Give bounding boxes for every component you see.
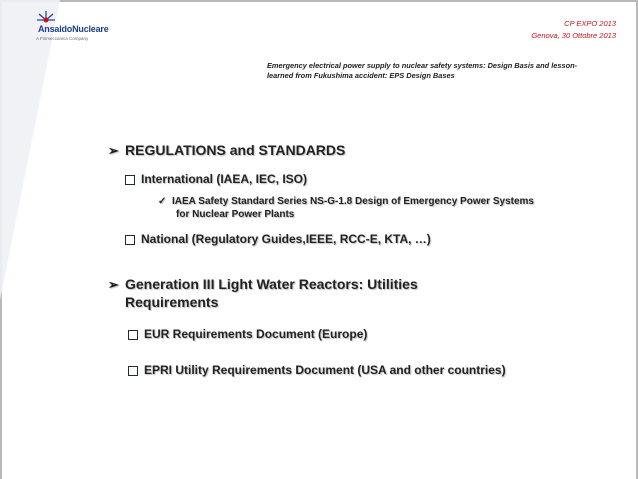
item-epri [128,363,506,377]
item-national-text: National (Regulatory Guides,IEEE, RCC-E, KTA, …) [141,232,431,246]
event-title: CP EXPO 2013 [564,19,616,28]
event-date: Genova, 30 Ottobre 2013 [531,31,616,40]
section-generation-title-2: Requirements [125,294,219,310]
section-generation-title-1: Generation III Light Water Reactors: Utilities [125,276,418,292]
square-bullet-icon [125,175,135,185]
item-iaea-line1: IAEA Safety Standard Series NS-G-1.8 Design of Emergency Power Systems [172,196,534,207]
square-bullet-icon [128,366,138,376]
item-iaea [158,196,534,207]
slide-border-top [0,0,638,2]
arrow-bullet-icon: ➢ [108,143,119,158]
arrow-bullet-icon: ➢ [108,277,119,292]
item-national [125,232,431,246]
square-bullet-icon [125,235,135,245]
slide-subtitle [267,61,607,81]
item-eur [128,327,367,341]
subtitle-line-1: Emergency electrical power supply to nuclear safety systems: Design Basis and lesson- [267,61,578,70]
item-international [125,172,307,186]
logo-name: AnsaldoNucleare [38,24,109,34]
item-iaea-line2: for Nuclear Power Plants [176,209,295,220]
item-international-text: International (IAEA, IEC, ISO) [141,172,308,186]
event-info [531,18,616,42]
item-eur-text: EUR Requirements Document (Europe) [144,327,368,341]
logo-tagline: A Finmeccanica Company [36,36,89,41]
section-regulations [108,142,345,159]
section-generation [108,276,418,293]
section-regulations-title: REGULATIONS and STANDARDS [125,142,346,158]
check-icon: ✓ [158,196,167,207]
subtitle-line-2: learned from Fukushima accident: EPS Design Bases [267,71,455,80]
square-bullet-icon [128,330,138,340]
item-epri-text: EPRI Utility Requirements Document (USA and other countries) [144,363,506,377]
